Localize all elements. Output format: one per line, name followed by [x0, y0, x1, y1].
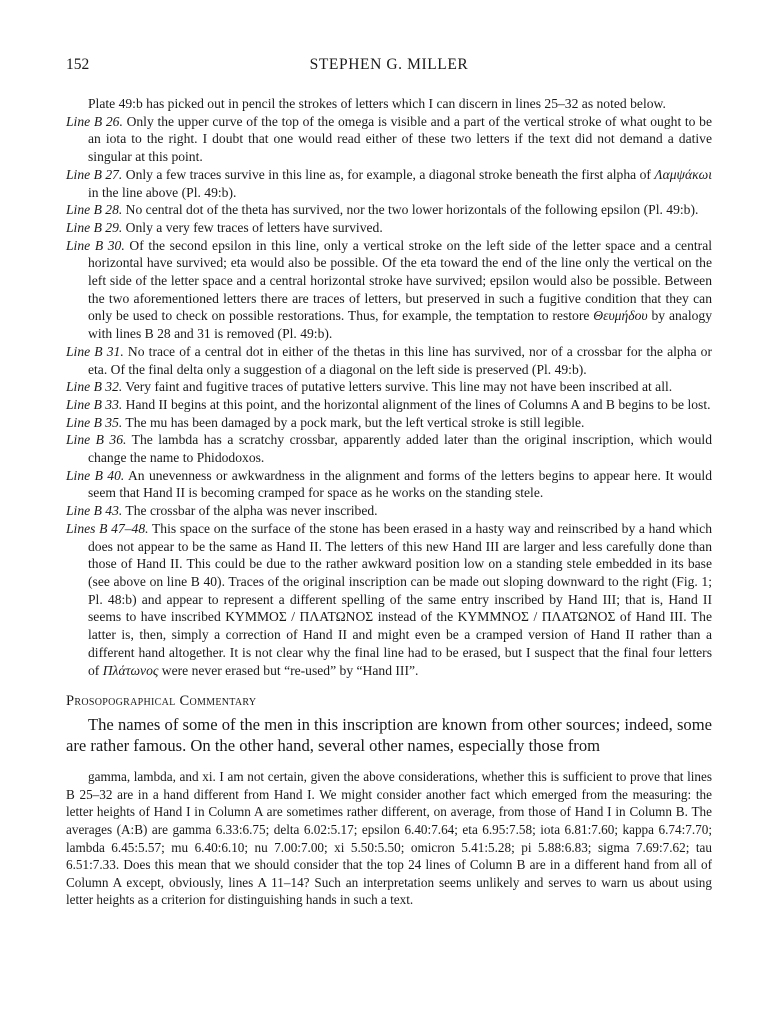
note-line-b26: [66, 113, 712, 166]
note-line-b35: [66, 414, 712, 432]
note-label: Line B 33.: [66, 396, 123, 412]
note-text: Of the second epsilon in this line, only a vertical stroke on the left side of the letter space and a central horizontal have survived; eta would also be possible. Of the eta toward the end of the line only the vertical on the left side of the letter space and a central horizontal stroke have survived; epsilon would also be possible. Between the two aforementioned letters there are traces of letters, but preserved in such a fugitive condition that they can only be used to check on possible restorations. Thus, for example, the temptation to restore: [88, 237, 713, 324]
note-line-b32: [66, 378, 712, 396]
note-text: The mu has been damaged by a pock mark, but the left vertical stroke is still legible.: [125, 414, 585, 430]
page-header: [66, 56, 712, 78]
page-number: 152: [66, 56, 90, 73]
note-line-b31: [66, 343, 712, 378]
note-line-b30: [66, 237, 712, 343]
note-text: Only the upper curve of the top of the omega is visible and a part of the vertical stroke of what ought to be an iota to the right. I doubt that one would read either of these two letters if the text did not demand a dative singular at this point.: [88, 113, 713, 165]
footnote: [66, 768, 712, 909]
footnote-text: gamma, lambda, and xi. I am not certain, given the above considerations, whether this is sufficient to prove that lines B 25–32 are in a hand different from Hand I. We might consider another fact which emerged from the measuring: the letter heights of Hand I in Column A are sometimes rather different, on average, from those of Hand I in Column B. The averages (A:B) are gamma 6.33:6.75; delta 6.02:5.17; epsilon 6.40:7.64; eta 6.95:7.58; iota 6.81:7.60; kappa 6.74:7.70; lambda 6.45:5.57; mu 6.40:6.10; nu 7.00:7.00; xi 5.50:5.50; omicron 5.41:5.28; pi 5.88:6.83; sigma 7.69:7.62; tau 6.51:7.33. Does this mean that we should consider that the top 24 lines of Column B are in a different hand from all of Column A except, obviously, lines A 11–14? Such an interpretation seems unlikely and serves to warn us about using letter heights as a criterion for distinguishing hands in such a text.: [66, 769, 712, 908]
greek-word: Θευμήδου: [593, 308, 648, 324]
note-line-b40: [66, 467, 712, 502]
note-text: An unevenness or awkwardness in the alignment and forms of the letters begins to appear here. It would seem that Hand II is becoming cramped for space as he works on the standing stele.: [88, 467, 712, 501]
note-line-b33: [66, 396, 712, 414]
note-text: in the line above (Pl. 49:b).: [88, 184, 237, 200]
note-label: Lines B 47–48.: [66, 520, 149, 536]
note-label: Line B 31.: [66, 343, 124, 359]
document-page: [66, 56, 712, 909]
note-text: Hand II begins at this point, and the horizontal alignment of the lines of Columns A and B begins to be lost.: [125, 396, 711, 412]
note-label: Line B 26.: [66, 113, 123, 129]
note-label: Line B 32.: [66, 379, 123, 395]
body-paragraph: The names of some of the men in this inscription are known from other sources; indeed, some are rather famous. On the other hand, several other names, especially those from: [66, 715, 712, 756]
note-line-b36: [66, 431, 712, 466]
greek-word: Λαμψάκωι: [654, 166, 713, 182]
note-text: Only a few traces survive in this line as, for example, a diagonal stroke beneath the first alpha of: [125, 166, 655, 182]
note-label: Line B 43.: [66, 503, 123, 519]
section-heading: Prosopographical Commentary: [66, 693, 257, 710]
note-line-b27: [66, 166, 712, 201]
greek-word: Πλάτωνος: [102, 662, 159, 678]
note-label: Line B 27.: [66, 166, 123, 182]
notes-intro: Plate 49:b has picked out in pencil the strokes of letters which I can discern in lines 25–32 as noted below.: [88, 96, 666, 111]
note-label: Line B 30.: [66, 237, 125, 253]
epigraphical-notes: [66, 95, 712, 679]
running-title: STEPHEN G. MILLER: [309, 56, 469, 73]
note-text: were never erased but “re-used” by “Hand III”.: [158, 662, 419, 678]
note-text: by analogy with lines B 28 and 31 is removed (Pl. 49:b).: [88, 308, 712, 342]
note-text: No trace of a central dot in either of the thetas in this line has survived, nor of a crossbar for the alpha or eta. Of the final delta only a suggestion of a diagonal on the left side is preserved (Pl. 49:b).: [88, 343, 713, 377]
note-line-b28: [66, 201, 712, 219]
note-lines-b47-48: [66, 520, 712, 679]
note-label: Line B 29.: [66, 219, 123, 235]
note-label: Line B 28.: [66, 202, 123, 218]
section-body: [66, 714, 712, 756]
note-text: Only a very few traces of letters have survived.: [125, 219, 383, 235]
note-text: This space on the surface of the stone has been erased in a hasty way and reinscribed by a hand which does not appear to be the same as Hand II. The letters of this new Hand III are larger and less carefully done than those of Hand II. This could be due to the rather awkward position low on a standing stele embedded in its base (see above on line B 40). Traces of the original inscription can be made out sloping downward to the right (Fig. 1; Pl. 48:b) and appear to represent a different spelling of the same entry inscribed by Hand III; that is, Hand II seems to have inscribed ΚΥΜΜΟΣ / ΠΛΑΤΩΝΟΣ instead of the ΚΥΜΜΝΟΣ / ΠΛΑΤΩΝΟΣ of Hand III. The latter is, then, simply a correction of Hand II and might even be a cramped version of Hand II rather than a different hand altogether. It is not clear why the final line had to be erased, but I suspect that the final four letters of: [88, 520, 712, 678]
note-label: Line B 35.: [66, 414, 123, 430]
note-text: No central dot of the theta has survived, nor the two lower horizontals of the following epsilon (Pl. 49:b).: [125, 202, 699, 218]
note-text: The crossbar of the alpha was never inscribed.: [125, 503, 378, 519]
note-label: Line B 40.: [66, 467, 125, 483]
note-line-b43: [66, 502, 712, 520]
note-text: Very faint and fugitive traces of putative letters survive. This line may not have been inscribed at all.: [125, 379, 673, 395]
note-text: The lambda has a scratchy crossbar, apparently added later than the original inscription, which would change the name to Phidodoxos.: [88, 432, 712, 466]
note-label: Line B 36.: [66, 432, 127, 448]
note-line-b29: [66, 219, 712, 237]
